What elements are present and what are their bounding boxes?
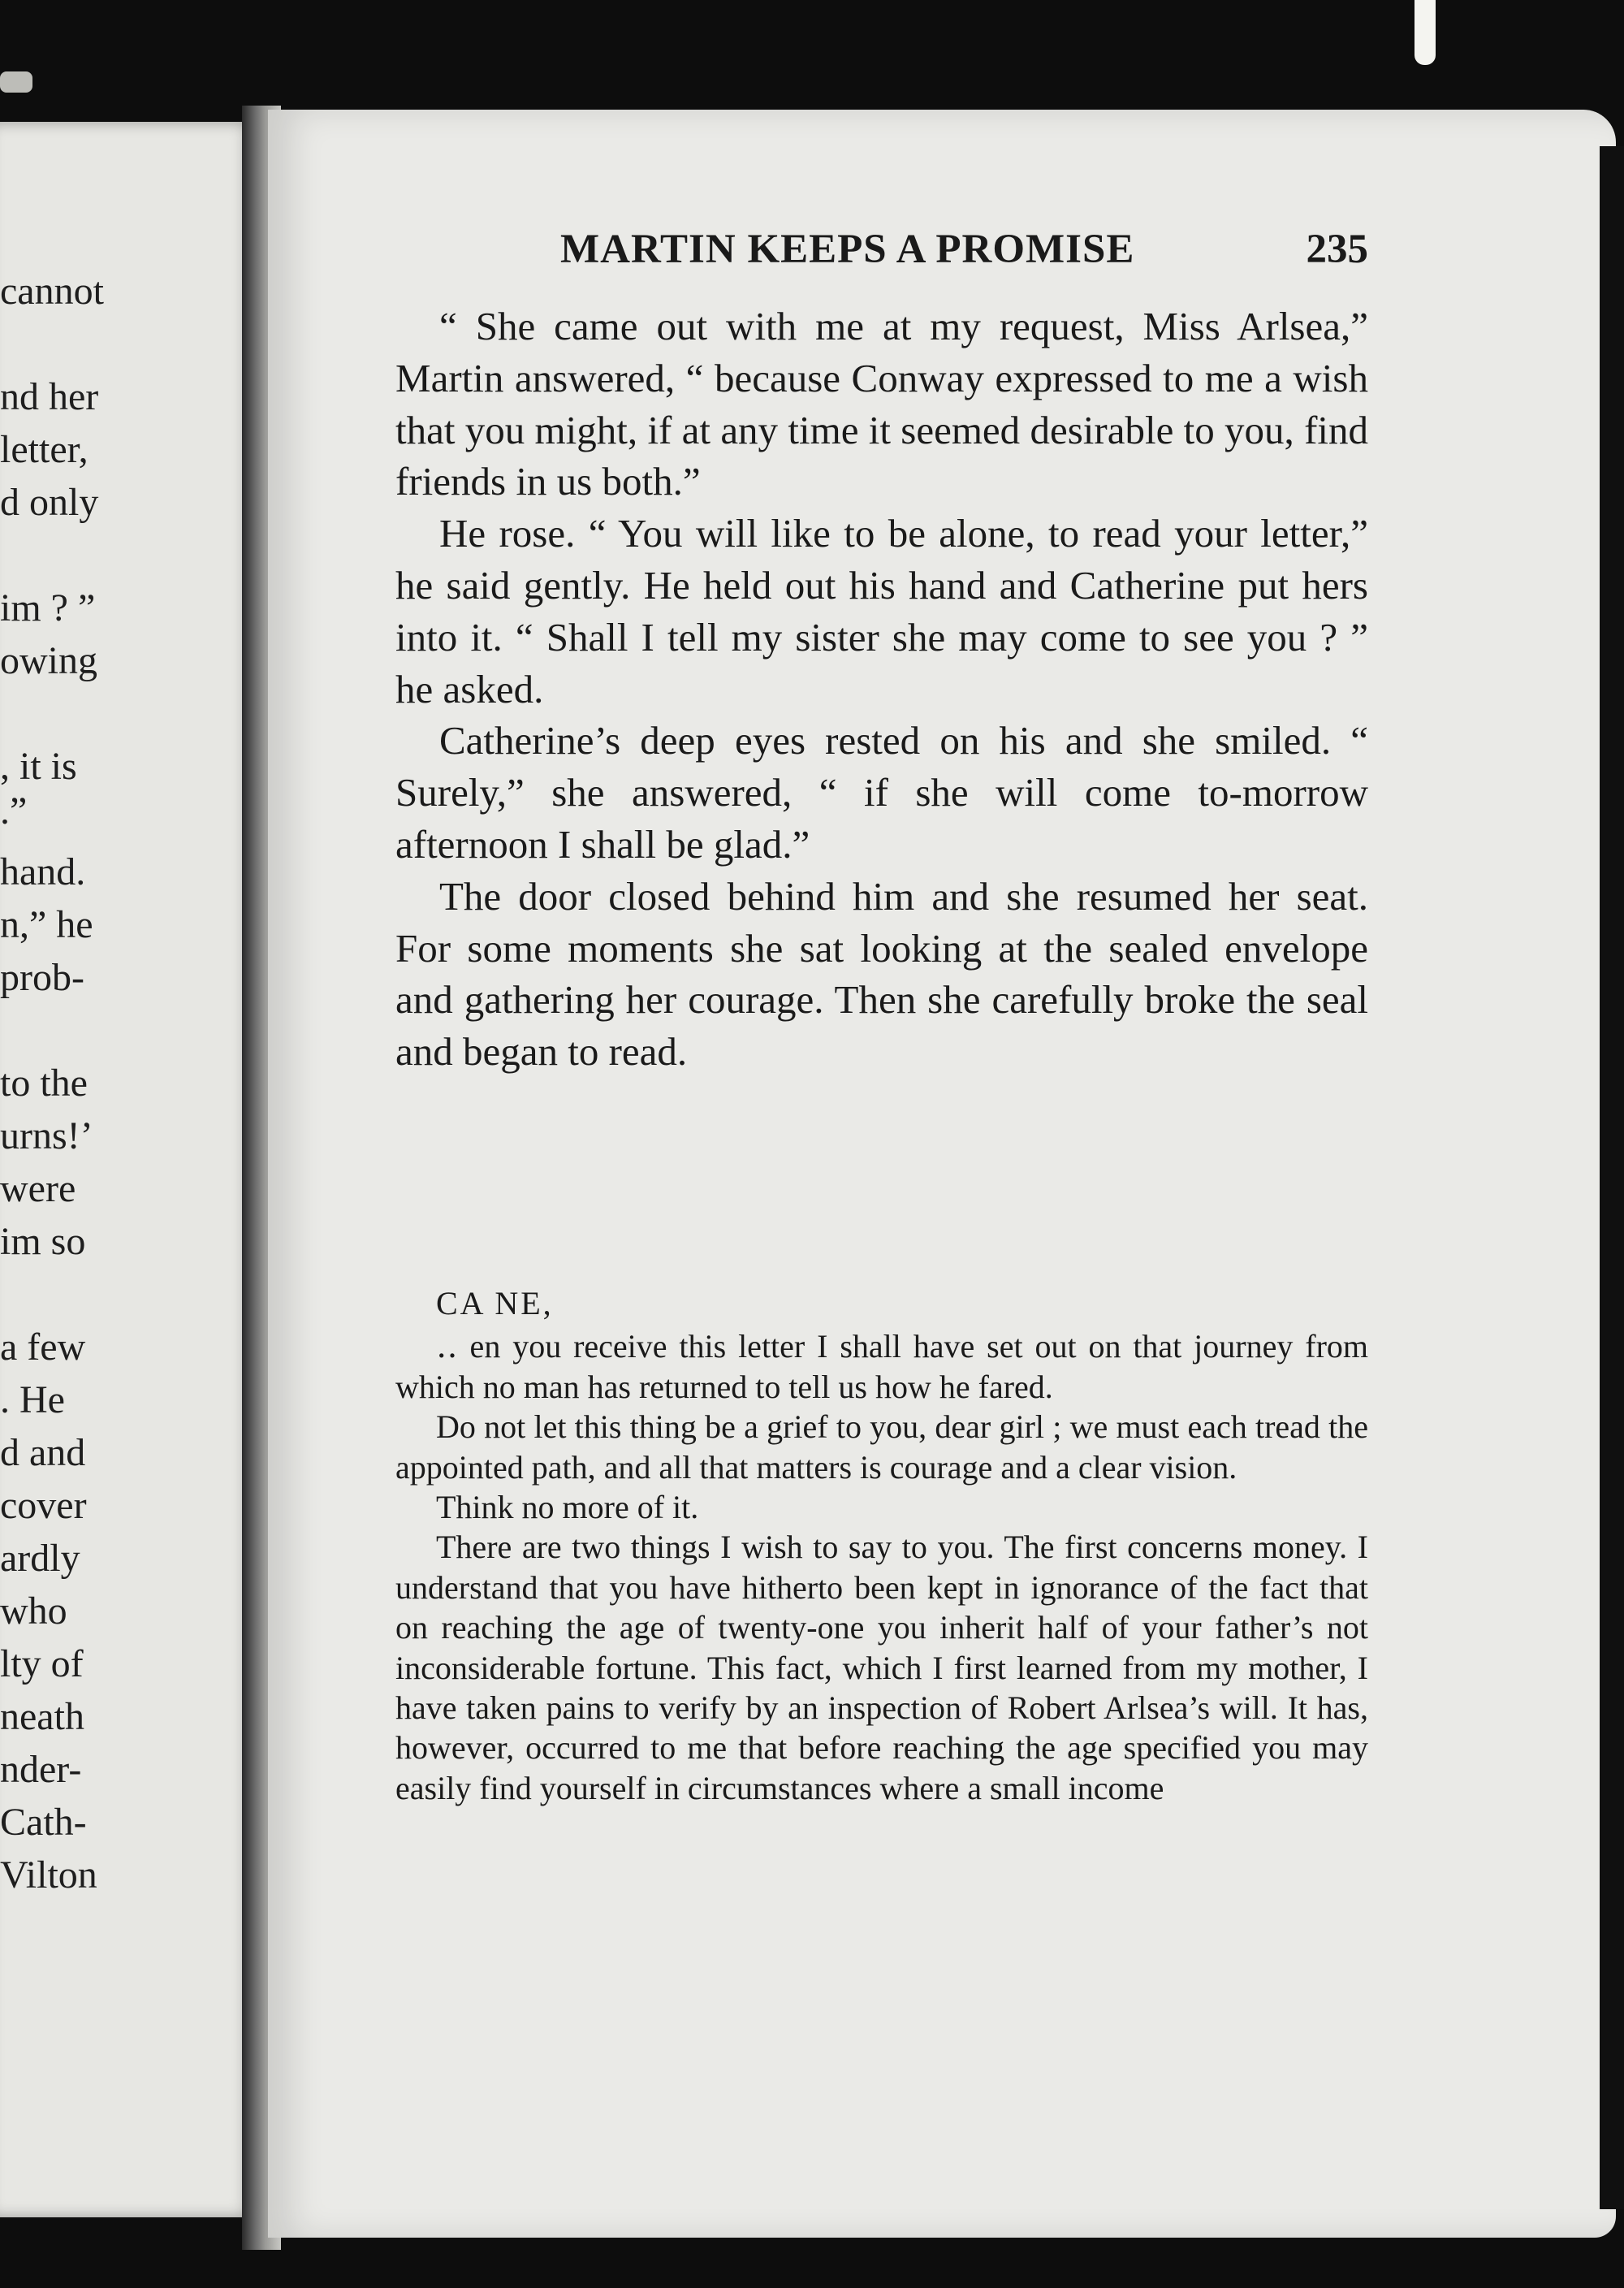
page-header (560, 226, 1368, 275)
left-page-line: owing (0, 639, 97, 682)
left-page-line: d only (0, 481, 99, 524)
left-page (0, 122, 258, 2217)
left-page-line: im ? ” (0, 586, 96, 629)
left-page-line: , it is (0, 745, 77, 788)
left-page-line: cover (0, 1484, 87, 1527)
paragraph: The door closed behind him and she resumed her seat. For some moments she sat looking at the sealed envelope and gathering her courage. Then she carefully broke the seal and began to read. (395, 873, 1368, 1075)
clip-mark (1415, 0, 1436, 65)
left-page-line: im so (0, 1220, 86, 1263)
left-page-line: hand. (0, 850, 86, 893)
left-page-line: letter, (0, 428, 89, 471)
paragraph: Catherine’s deep eyes rested on his and she smiled. “ Surely,” she answered, “ if she will come to-morrow afternoon I shall be glad.” (395, 718, 1368, 867)
left-page-line: lty of (0, 1642, 84, 1685)
running-head: MARTIN KEEPS A PROMISE (560, 227, 1135, 272)
left-page-line: nder- (0, 1748, 82, 1791)
letter-text (395, 1283, 1368, 1808)
left-page-line: to the (0, 1062, 88, 1105)
left-page-line: d and (0, 1431, 86, 1474)
left-page-line: nd her (0, 375, 99, 418)
left-page-line: Cath- (0, 1801, 87, 1844)
left-page-line: cannot (0, 270, 104, 313)
left-page-line: were (0, 1167, 76, 1210)
left-page-line: . He (0, 1378, 65, 1421)
left-page-line: neath (0, 1695, 84, 1738)
letter-paragraph: There are two things I wish to say to you. The first concerns money. I understand that you have hitherto been kept in ignorance of the fact that on reaching the age of twenty-one you inherit half of your father’s not inconsiderable fortune. This fact, which I first learned from my mother, I have taken pains to verify by an inspection of Robert Arlsea’s will. It has, however, occurred to me that before reaching the age specified you may easily find yourself in circumstances where a small income (395, 1529, 1368, 1806)
left-page-line: urns!’ (0, 1114, 93, 1157)
letter-paragraph: Do not let this thing be a grief to you, dear girl ; we must each tread the appointed path, and all that matters is courage and a clear vision. (395, 1408, 1368, 1486)
left-page-line: .” (0, 789, 28, 833)
letter-paragraph: ‥ en you receive this letter I shall have set out on that journey from which no man has returned to tell us how he fared. (395, 1328, 1368, 1405)
left-page-line: prob- (0, 956, 84, 999)
paragraph: “ She came out with me at my request, Miss Arlsea,” Martin answered, “ because Conway expressed to me a wish that you might, if at any time it seemed desirable to you, find friends in us both.” (395, 304, 1368, 504)
page-edge-shadow (1600, 146, 1624, 2209)
left-page-line: n,” he (0, 903, 93, 946)
letter-paragraph: Think no more of it. (436, 1489, 699, 1526)
page-number: 235 (1306, 227, 1368, 272)
corner-mark (0, 71, 32, 93)
left-page-line: Vilton (0, 1853, 97, 1897)
body-text (395, 301, 1368, 1078)
left-page-line: ardly (0, 1537, 80, 1580)
paragraph: He rose. “ You will like to be alone, to read your letter,” he said gently. He held out his hand and Catherine put hers into it. “ Shall I tell my sister she may come to see you ? ” he asked. (395, 511, 1368, 711)
letter-salutation: CA NE, (436, 1285, 554, 1321)
left-page-line: a few (0, 1326, 86, 1369)
left-page-line: who (0, 1589, 67, 1633)
